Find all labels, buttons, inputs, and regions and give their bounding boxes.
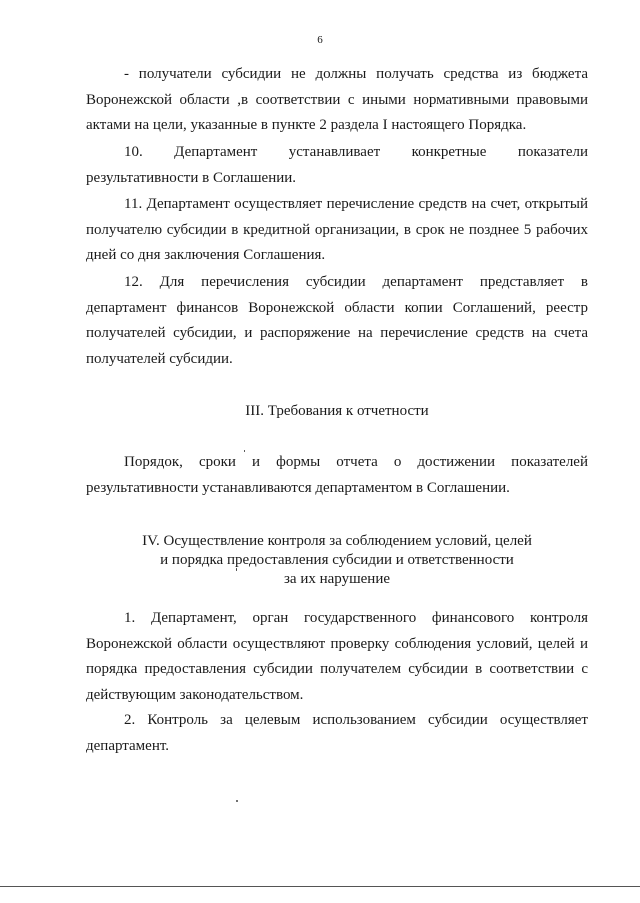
paragraph-12: 12. Для перечисления субсидии департамент представляет в департамент финансов Воронежской области копии Соглашений, реестр получателей субсидии, и распоряжение на перечисление средств на счета получателей субсидии. — [86, 274, 588, 367]
section-4-paragraph-2: 2. Контроль за целевым использованием субсидии осуществляет департамент. — [86, 712, 588, 754]
scan-speck — [244, 450, 245, 452]
paragraph-10: 10. Департамент устанавливает конкретные показатели результативности в Соглашении. — [86, 144, 588, 186]
scan-speck — [236, 800, 238, 802]
scan-speck — [236, 568, 237, 571]
section-4-paragraph-1: 1. Департамент, орган государственного финансового контроля Воронежской области осуществляют проверку соблюдения условий, целей и порядка предоставления субсидии получателем субсидии в соответствии с действующим законодательством. — [86, 610, 588, 703]
section-4-heading-line-3: за их нарушение — [283, 571, 391, 587]
section-4-heading-line-1: IV. Осуществление контроля за соблюдением условий, целей — [142, 533, 532, 549]
section-3-heading: III. Требования к отчетности — [245, 403, 429, 419]
section-4-heading — [86, 532, 588, 589]
paragraph-recipients-restriction: - получатели субсидии не должны получать средства из бюджета Воронежской области ,в соответствии с иными нормативными правовыми актами на цели, указанные в пункте 2 раздела I настоящего Порядка. — [86, 66, 588, 133]
paragraph-11: 11. Департамент осуществляет перечисление средств на счет, открытый получателю субсидии в кредитной организации, в срок не позднее 5 рабочих дней со дня заключения Соглашения. — [86, 196, 588, 263]
section-4-heading-line-2: и порядка предоставления субсидии и ответственности — [160, 552, 514, 568]
section-3-paragraph: Порядок, сроки и формы отчета о достижении показателей результативности устанавливаются департаментом в Соглашении. — [86, 454, 588, 496]
page-number: 6 — [317, 34, 323, 46]
page-bottom-edge — [0, 886, 640, 887]
